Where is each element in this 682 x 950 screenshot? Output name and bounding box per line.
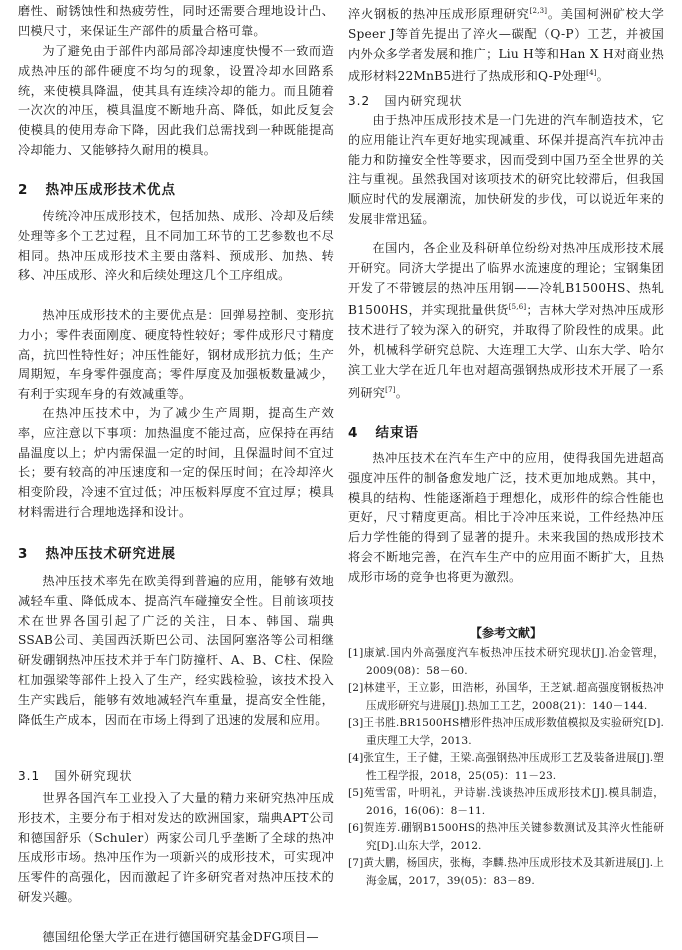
text-run: 在国内，各企业及科研单位纷纷对热冲压成形技术展开研究。同济大学提出了临界水流速度的理论；宝钢集团开发了不带镀层的热冲压用钢——冷轧B1500HS、热轧B1500HS，并实现批量供货	[348, 241, 664, 318]
paragraph-germany-research: 德国纽伦堡大学正在进行德国研究基金DFG项目—	[42, 930, 319, 944]
paragraph-precautions: 在热冲压技术中，为了减少生产周期，提高生产效率，应注意以下事项：加热温度不能过高，应保持在再结晶温度以上；炉内需保温一定的时间，且保温时间不宜过长；要有较高的冲压速度和一定的保压时间；在冷却淬火相变阶段，冷速不宜过低；冲压板料厚度不宜过厚；模具材料需进行合理地选择和设计。	[18, 406, 334, 519]
subsection-number: 3.1	[18, 769, 41, 783]
section-title: 热冲压技术研究进展	[45, 546, 177, 562]
citation-superscript: [4]	[586, 69, 597, 78]
section-4-heading	[348, 421, 419, 441]
paragraph-foreign-research: 世界各国汽车工业投入了大量的精力来研究热冲压成形技术，主要分布于相对发达的欧洲国家，瑞典APT公司和德国舒乐（Schuler）两家公司几乎垄断了全球的热冲压成形市场。热冲压作为一项新兴的成形技术，可实现冲压零件的高强化，因而激起了许多研究者对热冲压技术的研发兴趣。	[18, 791, 334, 904]
reference-item: [1]康斌.国内外高强度汽车板热冲压技术研究现状[J].冶金管理，2009(08)：58－60.	[348, 647, 664, 677]
paragraph-continued	[348, 2, 664, 87]
section-number: 2	[18, 182, 29, 198]
section-2-heading	[18, 178, 176, 198]
subsection-3-1-heading	[18, 767, 133, 784]
subsection-title: 国外研究现状	[54, 769, 133, 783]
paragraph-domestic-research	[348, 239, 664, 404]
references-title: 【参考文献】	[469, 626, 542, 640]
section-number: 3	[18, 546, 29, 562]
paragraph-domestic-status: 由于热冲压成形技术是一门先进的汽车制造技术，它的应用能让汽车更好地实现减重、环保并提高汽车抗冲击能力和防撞安全性等要求，因而受到中国乃至全世界的关注与重视。虽然我国对该项技术的研究比较滞后，但我国顺应时代的发展潮流，加快研发的步伐，可以说近年来的发展非常迅猛。	[348, 113, 664, 226]
text-run: ；吉林大学对热冲压成形技术进行了较为深入的研究，并取得了阶段性的成果。此外，机械科学研究总院、大连理工大学、山东大学、哈尔滨工业大学在近几年也对超高强钢热成形技术开展了一系列研究	[348, 303, 664, 400]
subsection-3-2-heading	[348, 92, 463, 109]
text-run: 。	[596, 69, 610, 84]
section-title: 结束语	[375, 425, 420, 441]
reference-item: [5]苑雪雷，叶明礼，尹诗崭.浅谈热冲压成形技术[J].模具制造，2016，16(06)：8－11.	[348, 787, 664, 817]
citation-superscript: [2,3]	[529, 7, 548, 15]
paragraph-die-design: 磨性、耐锈蚀性和热疲劳性，同时还需要合理地设计凸、凹模尺寸，来保证生产部件的质量合格可靠。	[18, 4, 334, 38]
citation-superscript: [5,6]	[508, 303, 527, 312]
reference-item: [7]黄大鹏，杨国庆，张梅，李麟.热冲压成形技术及其新进展[J].上海金属，2017，39(05)：83－89.	[348, 857, 664, 887]
subsection-title: 国内研究现状	[384, 94, 463, 108]
text-run: 。	[395, 385, 409, 400]
reference-item: [3]王书胜.BR1500HS槽形件热冲压成形数值模拟及实验研究[D].重庆理工大学，2013.	[348, 717, 664, 747]
paragraph-advantages: 热冲压成形技术的主要优点是：回弹易控制、变形抗力小；零件表面刚度、硬度特性较好；零件成形尺寸精度高，抗凹性特性好；冲压性能好，钢材成形抗力低；生产周期短，车身零件强度高；零件厚度及加强板数量减少，有利于实现车身的有效减重等。	[18, 308, 334, 402]
text-run: 。美国柯洲矿校大学Speer J等首先提出了淬火—碳配（Q-P）工艺，并被国内外众多学者发展和推广；Liu H等和Han X H对商业热成形材料22MnB5进行了热成形和Q-P处理	[348, 7, 664, 84]
section-title: 热冲压成形技术优点	[45, 182, 177, 198]
reference-item: [6]贺连芳.硼钢B1500HS的热冲压关键参数测试及其淬火性能研究[D].山东大学，2012.	[348, 822, 664, 852]
section-number: 4	[348, 425, 359, 441]
references-list	[348, 645, 664, 890]
section-3-heading	[18, 542, 176, 562]
text-run: 淬火钢板的热冲压成形原理研究	[348, 7, 530, 22]
subsection-number: 3.2	[348, 94, 371, 108]
citation-superscript: [7]	[385, 385, 396, 394]
paragraph-research-overview: 热冲压技术率先在欧美得到普遍的应用，能够有效地减轻车重、降低成本、提高汽车碰撞安全性。目前该项技术在世界各国引起了广泛的关注，日本、韩国、瑞典SSAB公司、美国西沃斯巴公司、法国阿塞洛等公司相继研发硼钢热冲压技术并于车门防撞杆、A、B、C柱、保险杠加强梁等部件上投入了生产，经实践检验，该技术投入生产实践后，能够有效地减轻汽车重量，提高安全性能，降低生产成本，因而在市场上得到了迅速的发展和应用。	[18, 574, 334, 727]
paragraph-conclusion: 热冲压技术在汽车生产中的应用，使得我国先进超高强度冲压件的制备愈发地广泛，技术更加地成熟。其中，模具的结构、性能逐渐趋于理想化，成形件的综合性能也更好，尺寸精度更高。相比于冷冲压来说，工件经热冲压后力学性能的得到了显著的提升。未来我国的热成形技术将会不断地完善，在汽车生产中的应用面不断扩大，且热成形市场的竞争也将更为激烈。	[348, 451, 664, 584]
paragraph-traditional-stamping: 传统冷冲压成形技术，包括加热、成形、冷却及后续处理等多个工艺过程，且不同加工环节的工艺参数也不尽相同。热冲压成形技术主要由落料、预成形、加热、转移、冲压成形、淬火和后续处理这几个工序组成。	[18, 209, 334, 283]
reference-item: [4]张宜生，王子健，王梁.高强钢热冲压成形工艺及装备进展[J].塑性工程学报，2018，25(05)：11－23.	[348, 752, 664, 782]
paragraph-cooling-system: 为了避免由于部件内部局部冷却速度快慢不一致而造成热冲压的部件硬度不均匀的现象，设置冷却水回路系统，来使模具降温，使其具有连续冷却的能力。而且随着一次次的冲压，模具温度不断地升高、降低，如此反复会使模具的使用寿命下降，因此我们总需找到一种既能提高冷却能力、又能够持久耐用的模具。	[18, 44, 334, 157]
reference-item: [2]林建平，王立影，田浩彬，孙国华，王芝斌.超高强度钢板热冲压成形研究与进展[J].热加工工艺，2008(21)：140－144.	[348, 682, 664, 712]
